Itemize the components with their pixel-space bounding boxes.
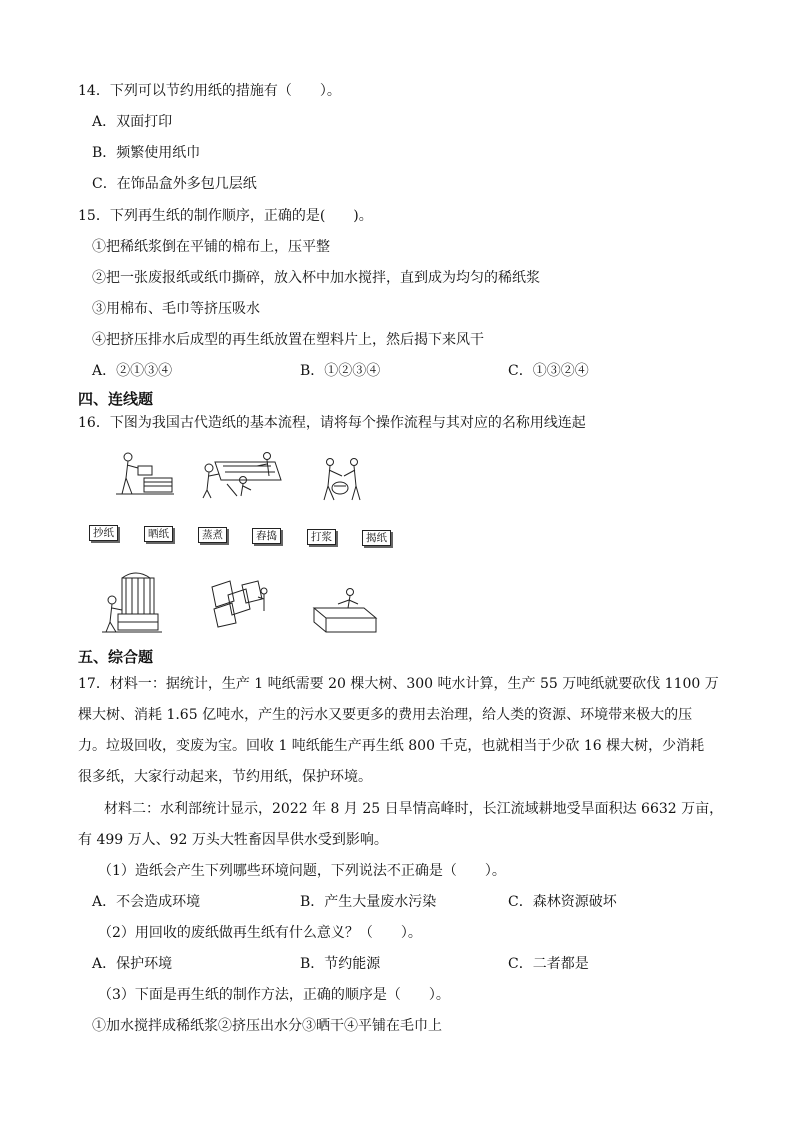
q17-material1-line3: 力。垃圾回收，变废为宝。回收 1 吨纸能生产再生纸 800 千克，也就相当于少砍 16 棵大树，少消耗 — [78, 738, 705, 754]
q16-stem: 16．下图为我国古代造纸的基本流程，请将每个操作流程与其对应的名称用线连起 — [78, 415, 586, 431]
q17-sub2-option-c: C．二者都是 — [508, 956, 589, 972]
q17-material2-line2: 有 499 万人、92 万头大牲畜因旱供水受到影响。 — [78, 832, 388, 848]
q14-stem: 14．下列可以节约用纸的措施有（ ）。 — [78, 83, 341, 99]
person-lifting-mould-icon — [108, 448, 178, 498]
label-jiezhi[interactable]: 揭纸 — [362, 530, 391, 546]
worker-at-trough-icon — [312, 586, 378, 634]
label-chongdao[interactable]: 舂捣 — [252, 528, 281, 544]
q17-sub2-option-a: A．保护环境 — [92, 956, 173, 972]
q15-step-1: ①把稀纸浆倒在平铺的棉布上，压平整 — [92, 239, 330, 255]
label-dajiang[interactable]: 打浆 — [307, 529, 336, 545]
q17-sub2-option-b: B．节约能源 — [300, 956, 381, 972]
section-title-matching: 四、连线题 — [78, 390, 154, 408]
label-shaizhi[interactable]: 晒纸 — [144, 526, 173, 542]
q17-sub3-steps: ①加水搅拌成稀纸浆②挤压出水分③晒干④平铺在毛巾上 — [92, 1018, 442, 1034]
q17-sub1-option-a: A．不会造成环境 — [92, 894, 201, 910]
papermaking-illustration-6 — [312, 586, 378, 634]
papermaking-illustration-2 — [197, 450, 287, 500]
q17-material2-line1: 材料二：水利部统计显示，2022 年 8 月 25 日旱情高峰时，长江流域耕地受旱面积达 6632 万亩， — [104, 801, 724, 817]
drying-sheets-icon — [208, 577, 270, 629]
q17-material1-line2: 棵大树、消耗 1.65 亿吨水，产生的污水又要更多的费用去治理，给人类的资源、环境带来极大的压 — [78, 707, 693, 723]
papermaking-illustration-5 — [208, 577, 270, 629]
q17-sub2-stem: （2）用回收的废纸做再生纸有什么意义？（ ）。 — [98, 925, 422, 941]
steaming-vessel-icon — [100, 564, 170, 636]
q14-option-a: A．双面打印 — [92, 114, 173, 130]
q17-sub1-option-c: C．森林资源破坏 — [508, 894, 617, 910]
label-zhengzhu[interactable]: 蒸煮 — [198, 527, 227, 543]
label-chaozhi[interactable]: 抄纸 — [89, 525, 118, 541]
q14-option-c: C．在饰品盒外多包几层纸 — [92, 176, 257, 192]
q17-sub1-option-b: B．产生大量废水污染 — [300, 894, 437, 910]
q15-step-3: ③用棉布、毛巾等挤压吸水 — [92, 301, 260, 317]
q14-option-b: B．频繁使用纸巾 — [92, 145, 201, 161]
q15-stem: 15．下列再生纸的制作顺序，正确的是( )。 — [78, 208, 373, 224]
q15-step-2: ②把一张废报纸或纸巾撕碎，放入杯中加水搅拌，直到成为均匀的稀纸浆 — [92, 270, 540, 286]
q17-sub1-stem: （1）造纸会产生下列哪些环境问题，下列说法不正确是（ ）。 — [98, 863, 506, 879]
papermaking-illustration-4 — [100, 564, 170, 636]
q17-sub3-stem: （3）下面是再生纸的制作方法，正确的顺序是（ ）。 — [98, 987, 450, 1003]
papermaking-illustration-3 — [310, 456, 375, 502]
two-workers-pressing-icon — [310, 456, 375, 502]
papermaking-illustration-1 — [108, 448, 178, 498]
q15-option-c: C．①③②④ — [508, 363, 589, 379]
q15-option-a: A．②①③④ — [92, 363, 173, 379]
section-title-comprehensive: 五、综合题 — [78, 648, 154, 666]
q17-material1-line1: 17．材料一：据统计，生产 1 吨纸需要 20 棵大树、300 吨水计算，生产 55 万吨纸就要砍伐 1100 万 — [78, 676, 719, 692]
q15-step-4: ④把挤压排水后成型的再生纸放置在塑料片上，然后揭下来风干 — [92, 332, 484, 348]
workers-at-vat-icon — [197, 450, 287, 500]
q17-material1-line4: 很多纸，大家行动起来，节约用纸，保护环境。 — [78, 769, 372, 785]
q15-option-b: B．①②③④ — [300, 363, 381, 379]
